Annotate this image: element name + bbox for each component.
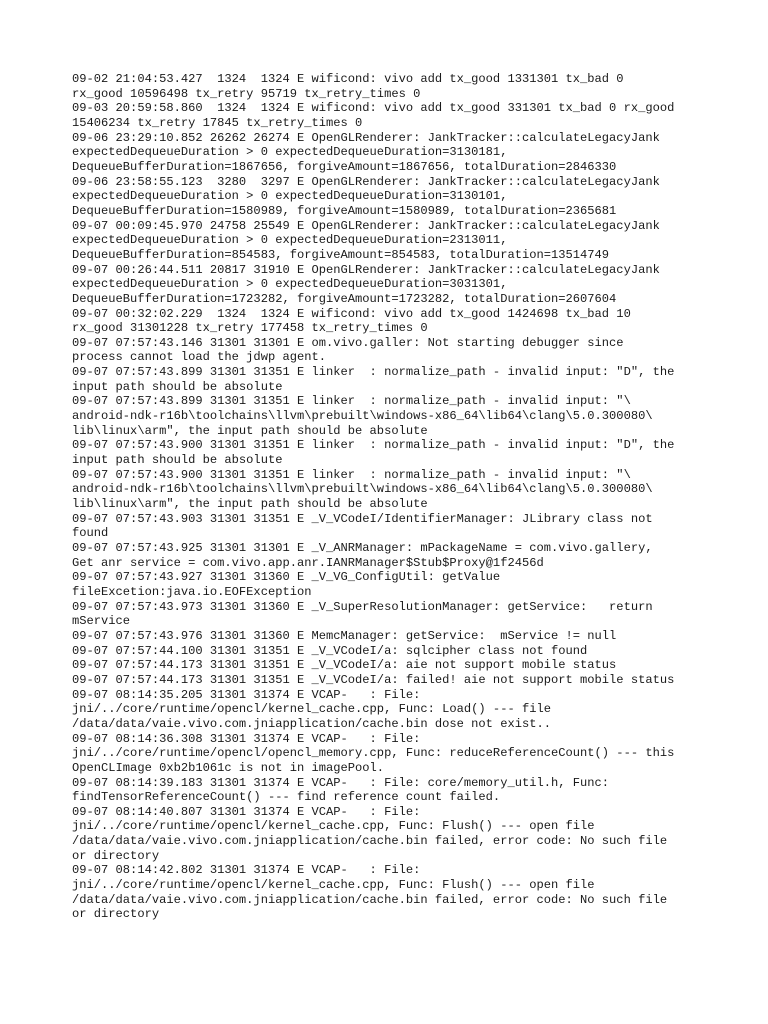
log-line: process cannot load the jdwp agent. <box>72 350 327 365</box>
log-line: 09-07 08:14:42.802 31301 31374 E VCAP- : File: <box>72 863 421 878</box>
log-line: DequeueBufferDuration=1723282, forgiveAmount=1723282, totalDuration=2607604 <box>72 291 617 306</box>
log-line: 15406234 tx_retry 17845 tx_retry_times 0 <box>72 115 363 130</box>
log-line: 09-07 07:57:44.100 31301 31351 E _V_VCodeI/a: sqlcipher class not found <box>72 643 588 658</box>
log-line: mService <box>72 614 131 629</box>
log-line: or directory <box>72 907 160 922</box>
log-line: expectedDequeueDuration > 0 expectedDequeueDuration=3130101, <box>72 189 508 204</box>
log-line: expectedDequeueDuration > 0 expectedDequeueDuration=3031301, <box>72 277 508 292</box>
log-line: 09-07 07:57:43.900 31301 31351 E linker : normalize_path - invalid input: "D", the <box>72 438 675 453</box>
log-line: DequeueBufferDuration=854583, forgiveAmount=854583, totalDuration=13514749 <box>72 247 610 262</box>
log-line: 09-06 23:58:55.123 3280 3297 E OpenGLRenderer: JankTracker::calculateLegacyJank <box>72 174 660 189</box>
log-line: jni/../core/runtime/opencl/kernel_cache.cpp, Func: Flush() --- open file <box>72 819 595 834</box>
log-line: DequeueBufferDuration=1580989, forgiveAmount=1580989, totalDuration=2365681 <box>72 203 617 218</box>
log-line: 09-07 07:57:43.925 31301 31301 E _V_ANRManager: mPackageName = com.vivo.gallery, <box>72 541 653 555</box>
log-line: /data/data/vaie.vivo.com.jniapplication/cache.bin failed, error code: No such file <box>72 834 668 849</box>
log-line: input path should be absolute <box>72 453 283 468</box>
log-line: 09-07 07:57:43.899 31301 31351 E linker : normalize_path - invalid input: "D", the <box>72 365 675 380</box>
log-line: rx_good 10596498 tx_retry 95719 tx_retry_times 0 <box>72 86 421 101</box>
log-line: 09-07 07:57:43.900 31301 31351 E linker : normalize_path - invalid input: "\ <box>72 467 631 482</box>
log-line: 09-07 00:26:44.511 20817 31910 E OpenGLRenderer: JankTracker::calculateLegacyJank <box>72 262 660 277</box>
log-line: 09-07 07:57:43.903 31301 31351 E _V_VCodeI/IdentifierManager: JLibrary class not <box>72 511 653 526</box>
log-line: 09-07 07:57:43.146 31301 31301 E om.vivo.galler: Not starting debugger since <box>72 335 624 350</box>
log-line: 09-07 07:57:44.173 31301 31351 E _V_VCodeI/a: failed! aie not support mobile status <box>72 672 675 687</box>
log-line: input path should be absolute <box>72 379 283 394</box>
log-line: or directory <box>72 848 160 863</box>
log-line: 09-07 08:14:35.205 31301 31374 E VCAP- : File: <box>72 687 421 702</box>
log-line: 09-07 00:32:02.229 1324 1324 E wificond: vivo add tx_good 1424698 tx_bad 10 <box>72 306 631 321</box>
log-line: /data/data/vaie.vivo.com.jniapplication/cache.bin dose not exist.. <box>72 716 551 731</box>
log-line: fileExcetion:java.io.EOFException <box>72 584 312 599</box>
log-line: 09-07 07:57:44.173 31301 31351 E _V_VCodeI/a: aie not support mobile status <box>72 658 617 673</box>
log-line: findTensorReferenceCount() --- find reference count failed. <box>72 790 501 805</box>
log-line: 09-06 23:29:10.852 26262 26274 E OpenGLRenderer: JankTracker::calculateLegacyJank <box>72 130 660 145</box>
log-line: jni/../core/runtime/opencl/kernel_cache.cpp, Func: Flush() --- open file <box>72 878 595 893</box>
log-line: 09-07 07:57:43.899 31301 31351 E linker : normalize_path - invalid input: "\ <box>72 394 631 409</box>
log-line: 09-07 08:14:40.807 31301 31374 E VCAP- : File: <box>72 804 421 819</box>
log-line: 09-07 07:57:43.976 31301 31360 E MemcManager: getService: mService != null <box>72 628 617 643</box>
log-text <box>72 72 702 922</box>
log-line: DequeueBufferDuration=1867656, forgiveAmount=1867656, totalDuration=2846330 <box>72 159 617 174</box>
log-line: android-ndk-r16b\toolchains\llvm\prebuilt\windows-x86_64\lib64\clang\5.0.300080\ <box>72 409 653 424</box>
log-line: 09-07 08:14:39.183 31301 31374 E VCAP- : File: core/memory_util.h, Func: <box>72 775 610 790</box>
log-line: found <box>72 526 109 541</box>
log-line: Get anr service = com.vivo.app.anr.IANRManager$Stub$Proxy@1f2456d <box>72 555 544 570</box>
log-line: expectedDequeueDuration > 0 expectedDequeueDuration=3130181, <box>72 145 508 160</box>
log-line: jni/../core/runtime/opencl/kernel_cache.cpp, Func: Load() --- file <box>72 702 551 717</box>
log-line: 09-02 21:04:53.427 1324 1324 E wificond: vivo add tx_good 1331301 tx_bad 0 <box>72 72 624 86</box>
log-line: OpenCLImage 0xb2b1061c is not in imagePool. <box>72 760 385 775</box>
log-line: 09-07 00:09:45.970 24758 25549 E OpenGLRenderer: JankTracker::calculateLegacyJank <box>72 218 660 233</box>
log-line: rx_good 31301228 tx_retry 177458 tx_retry_times 0 <box>72 321 428 336</box>
log-line: 09-03 20:59:58.860 1324 1324 E wificond: vivo add tx_good 331301 tx_bad 0 rx_good <box>72 101 675 116</box>
log-line: lib\linux\arm", the input path should be absolute <box>72 423 428 438</box>
log-line: expectedDequeueDuration > 0 expectedDequeueDuration=2313011, <box>72 233 508 248</box>
log-line: 09-07 08:14:36.308 31301 31374 E VCAP- : File: <box>72 731 421 746</box>
log-line: /data/data/vaie.vivo.com.jniapplication/cache.bin failed, error code: No such file <box>72 892 668 907</box>
log-line: lib\linux\arm", the input path should be absolute <box>72 497 428 512</box>
log-line: 09-07 07:57:43.973 31301 31360 E _V_SuperResolutionManager: getService: return <box>72 599 653 614</box>
log-line: 09-07 07:57:43.927 31301 31360 E _V_VG_ConfigUtil: getValue <box>72 570 501 585</box>
log-line: jni/../core/runtime/opencl/opencl_memory.cpp, Func: reduceReferenceCount() --- this <box>72 746 675 761</box>
log-line: android-ndk-r16b\toolchains\llvm\prebuilt\windows-x86_64\lib64\clang\5.0.300080\ <box>72 482 653 497</box>
